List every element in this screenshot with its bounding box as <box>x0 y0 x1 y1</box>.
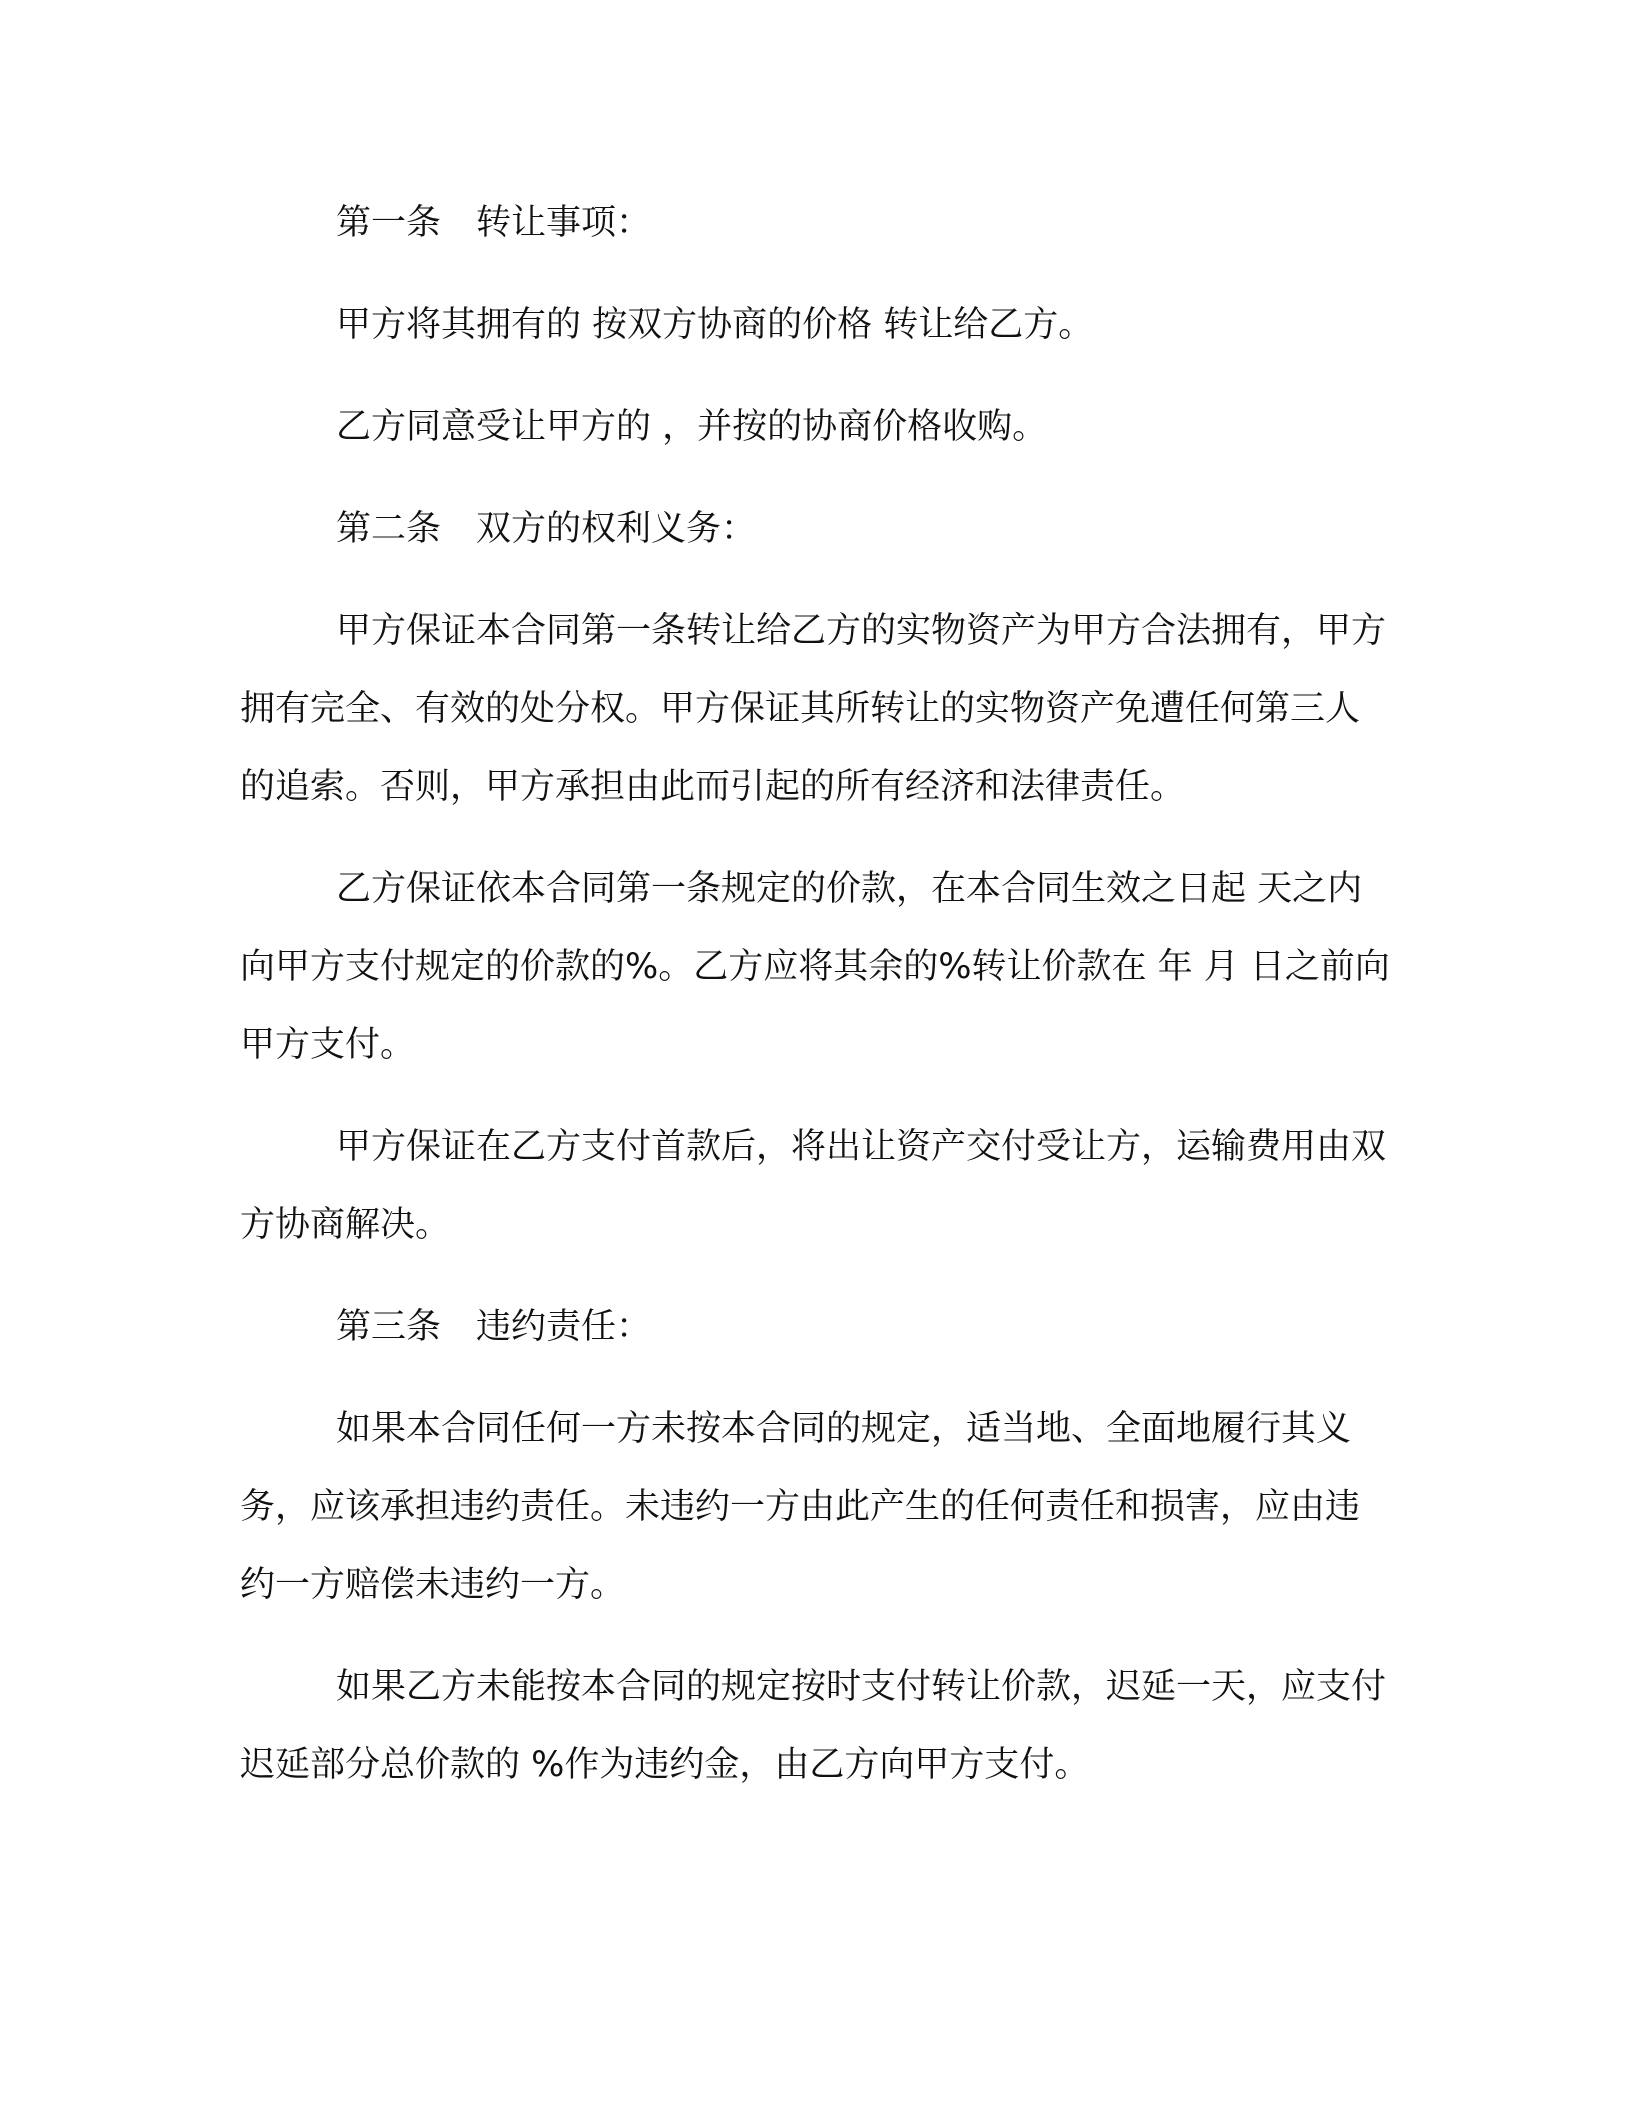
article-2-paragraph-1: 甲方保证本合同第一条转让给乙方的实物资产为甲方合法拥有，甲方拥有完全、有效的处分权。甲方保证其所转让的实物资产免遭任何第三人的追索。否则，甲方承担由此而引起的所有经济和法律责任。 <box>240 611 1387 807</box>
article-2-heading: 第二条 双方的权利义务： <box>336 509 757 549</box>
article-3-heading: 第三条 违约责任： <box>336 1307 652 1347</box>
article-1-paragraph-1: 甲方将其拥有的 按双方协商的价格 转让给乙方。 <box>336 305 1094 345</box>
article-2-paragraph-3: 甲方保证在乙方支付首款后，将出让资产交付受让方，运输费用由双方协商解决。 <box>240 1127 1387 1245</box>
document-body <box>240 184 1390 1828</box>
article-1-paragraph-2: 乙方同意受让甲方的 ，并按的协商价格收购。 <box>336 407 1048 447</box>
article-2-paragraph-2: 乙方保证依本合同第一条规定的价款，在本合同生效之日起 天之内向甲方支付规定的价款的%。乙方应将其余的%转让价款在 年 月 日之前向甲方支付。 <box>240 869 1390 1065</box>
article-3-paragraph-1: 如果本合同任何一方未按本合同的规定，适当地、全面地履行其义务，应该承担违约责任。未违约一方由此产生的任何责任和损害，应由违约一方赔偿未违约一方。 <box>240 1409 1361 1605</box>
article-1-heading: 第一条 转让事项： <box>336 203 652 243</box>
article-3-paragraph-2: 如果乙方未能按本合同的规定按时支付转让价款，迟延一天，应支付迟延部分总价款的 %作为违约金，由乙方向甲方支付。 <box>240 1667 1387 1785</box>
